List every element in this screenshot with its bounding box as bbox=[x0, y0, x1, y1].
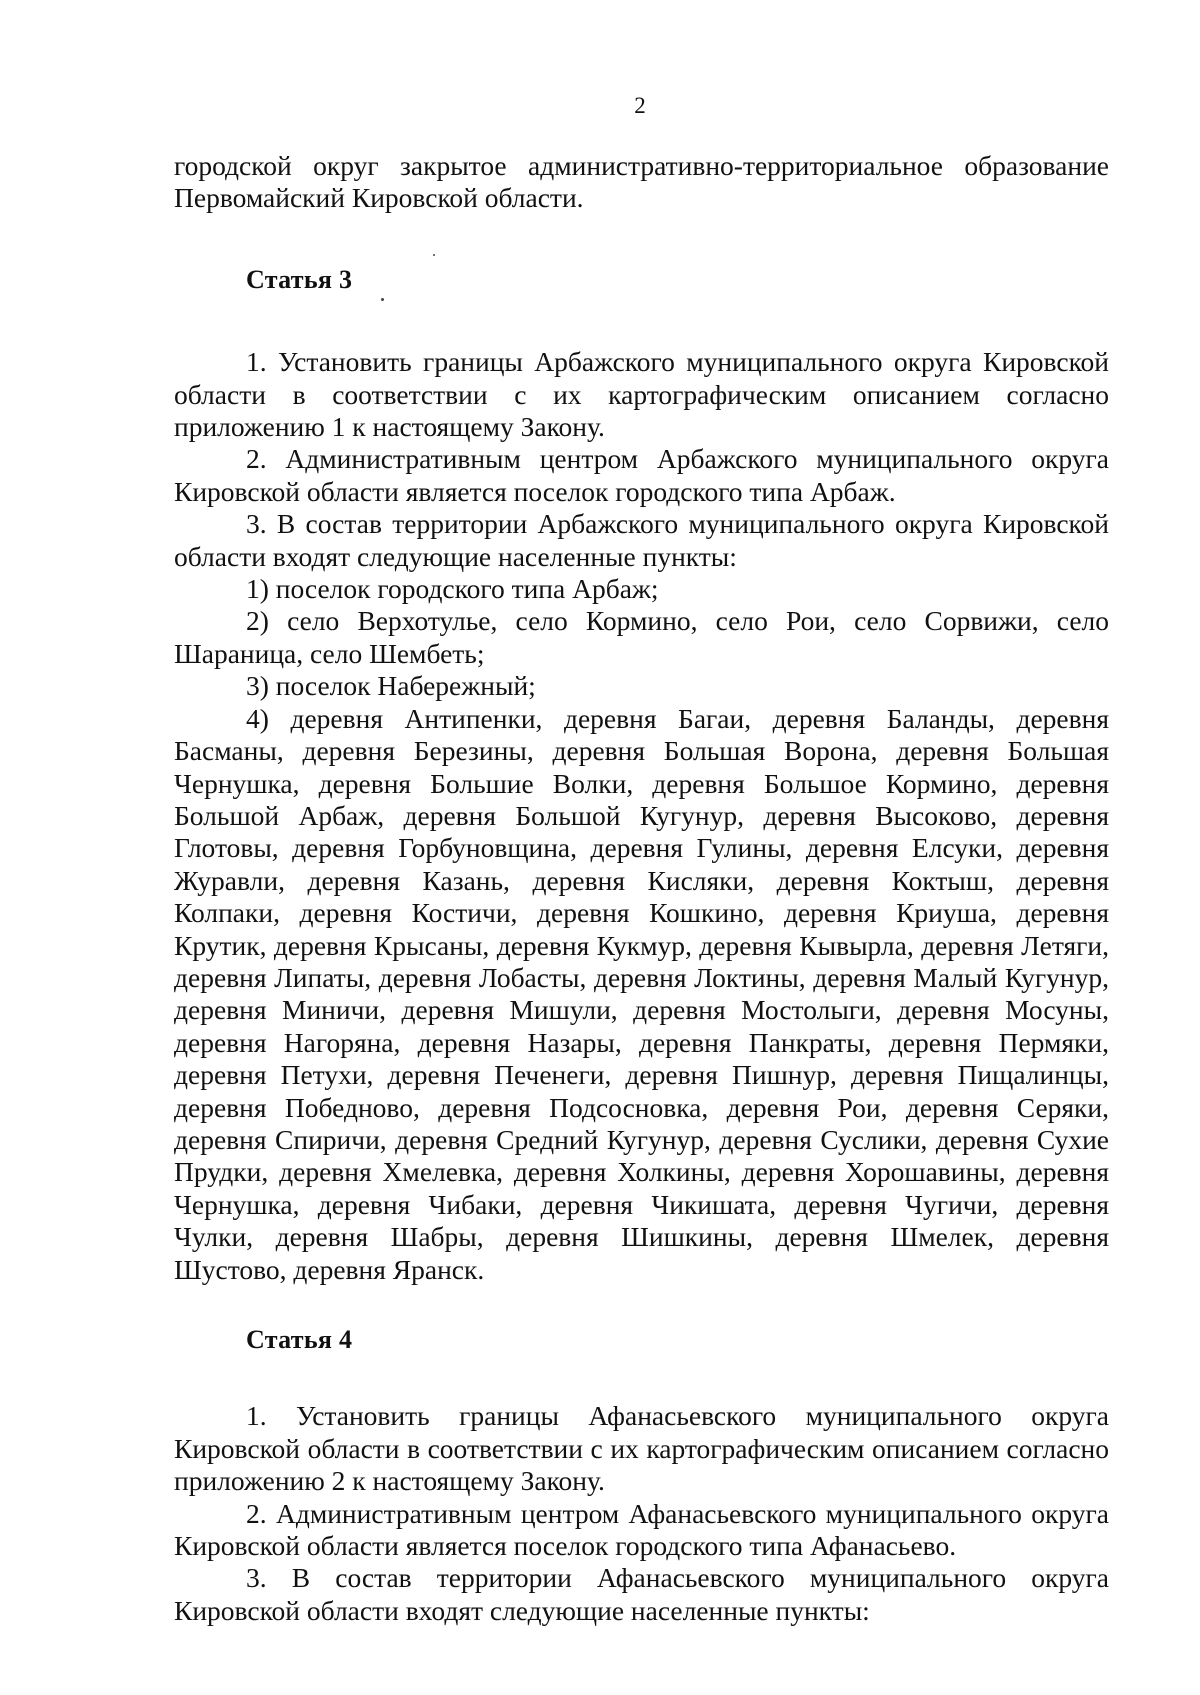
intro-paragraph: городской округ закрытое административно-территориальное образование Первомайский Кировской области. bbox=[174, 150, 1109, 214]
article-3-item-1: 1) поселок городского типа Арбаж; bbox=[246, 573, 659, 605]
article-3-paragraph-3: 3. В состав территории Арбажского муниципального округа Кировской области входят следующие населенные пункты: bbox=[174, 508, 1109, 572]
article-3-heading: Статья 3 bbox=[246, 264, 353, 294]
article-3-paragraph-2: 2. Административным центром Арбажского муниципального округа Кировской области является поселок городского типа Арбаж. bbox=[174, 443, 1109, 507]
article-3-item-2: 2) село Верхотулье, село Кормино, село Рои, село Сорвижи, село Шараница, село Шембеть; bbox=[174, 605, 1109, 669]
article-3-paragraph-1: 1. Установить границы Арбажского муниципального округа Кировской области в соответствии с их картографическим описанием согласно приложению 1 к настоящему Закону. bbox=[174, 346, 1109, 443]
article-4-paragraph-3: 3. В состав территории Афанасьевского муниципального округа Кировской области входят следующие населенные пункты: bbox=[174, 1562, 1109, 1626]
article-3-item-3: 3) поселок Набережный; bbox=[246, 670, 536, 702]
document-body bbox=[174, 150, 1109, 1627]
article-4-paragraph-1: 1. Установить границы Афанасьевского муниципального округа Кировской области в соответствии с их картографическим описанием согласно приложению 2 к настоящему Закону. bbox=[174, 1400, 1109, 1497]
article-3-item-4: 4) деревня Антипенки, деревня Багаи, деревня Баланды, деревня Басманы, деревня Березины, деревня Большая Ворона, деревня Большая Чернушка, деревня Большие Волки, деревня Большое Кормино, деревня Большой Арбаж, деревня Большой Кугунур, деревня Высоково, деревня Глотовы, деревня Горбуновщина, деревня Гулины, деревня Елсуки, деревня Журавли, деревня Казань, деревня Кисляки, деревня Коктыш, деревня Колпаки, деревня Костичи, деревня Кошкино, деревня Криуша, деревня Крутик, деревня Крысаны, деревня Кукмур, деревня Кывырла, деревня Летяги, деревня Липаты, деревня Лобасты, деревня Локтины, деревня Малый Кугунур, деревня Миничи, деревня Мишули, деревня Мостолыги, деревня Мосуны, деревня Нагоряна, деревня Назары, деревня Панкраты, деревня Пермяки, деревня Петухи, деревня Печенеги, деревня Пишнур, деревня Пищалинцы, деревня Победново, деревня Подсосновка, деревня Рои, деревня Серяки, деревня Спиричи, деревня Средний Кугунур, деревня Суслики, деревня Сухие Прудки, деревня Хмелевка, деревня Холкины, деревня Хорошавины, деревня Чернушка, деревня Чибаки, деревня Чикишата, деревня Чугичи, деревня Чулки, деревня Шабры, деревня Шишкины, деревня Шмелек, деревня Шустово, деревня Яранск. bbox=[174, 702, 1109, 1285]
article-4-heading: Статья 4 bbox=[246, 1325, 353, 1354]
article-4-paragraph-2: 2. Административным центром Афанасьевского муниципального округа Кировской области является поселок городского типа Афанасьево. bbox=[174, 1497, 1109, 1562]
page-number: 2 bbox=[634, 93, 646, 118]
